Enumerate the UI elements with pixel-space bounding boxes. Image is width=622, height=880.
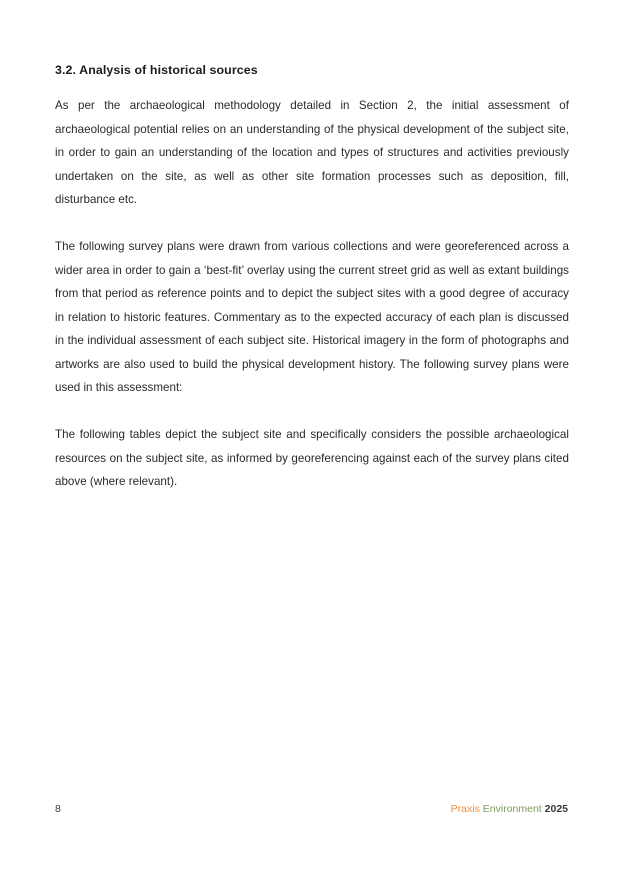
footer-year: 2025 bbox=[544, 802, 568, 815]
page-footer bbox=[55, 800, 568, 818]
footer-page-number: 8 bbox=[55, 802, 61, 815]
section-heading: 3.2. Analysis of historical sources bbox=[55, 63, 258, 77]
footer-brand-secondary: Environment bbox=[482, 802, 542, 815]
footer-brand bbox=[451, 804, 568, 815]
body-paragraph: As per the archaeological methodology detailed in Section 2, the initial assessment of archaeological potential relies on an understanding of the physical development of the subject site, in order to gain an understanding of the location and types of structures and activities previously undertaken on the site, as well as other site formation processes such as deposition, fill, disturbance etc. bbox=[55, 99, 569, 207]
footer-brand-primary: Praxis bbox=[450, 802, 480, 815]
body-paragraph: The following tables depict the subject site and specifically considers the possible archaeological resources on the subject site, as informed by georeferencing against each of the survey plans cited above (where relevant). bbox=[55, 428, 569, 489]
page-content bbox=[55, 62, 569, 494]
body-paragraph: The following survey plans were drawn from various collections and were georeferenced across a wider area in order to gain a ‘best-fit’ overlay using the current street grid as well as extant buildings from that period as reference points and to depict the subject sites with a good degree of accuracy in relation to historic features. Commentary as to the expected accuracy of each plan is discussed in the individual assessment of each subject site. Historical imagery in the form of photographs and artworks are also used to build the physical development history. The following survey plans were used in this assessment: bbox=[55, 240, 569, 395]
